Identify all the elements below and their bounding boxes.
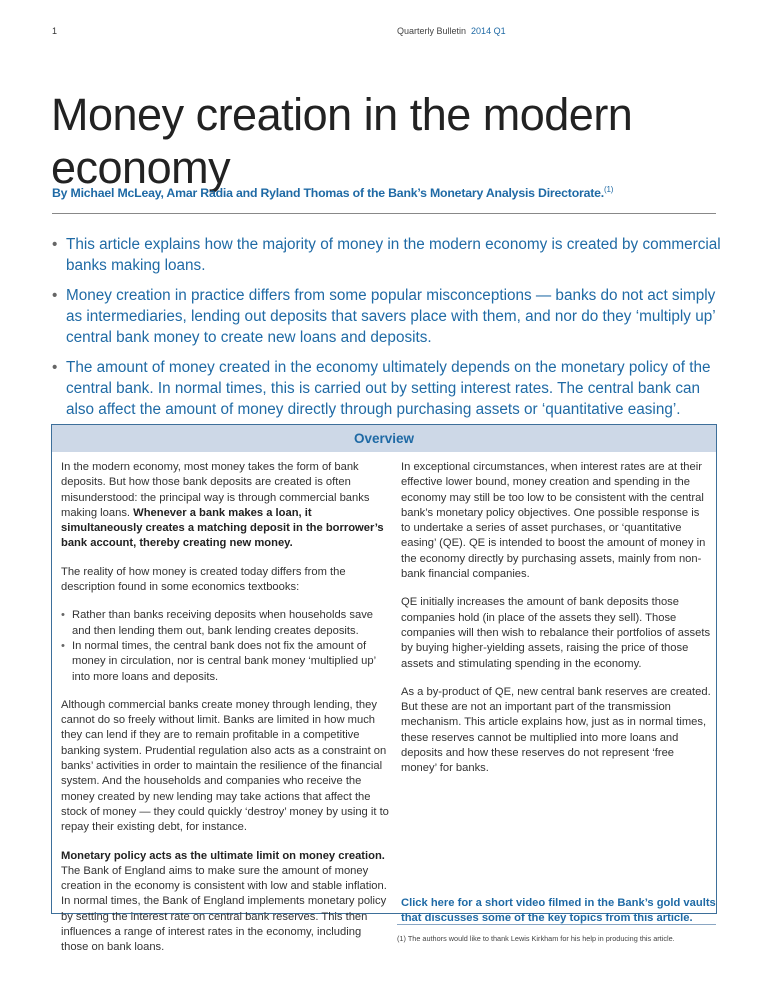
overview-heading: Overview [52, 425, 716, 452]
bullet-icon: • [61, 609, 65, 622]
key-point [52, 357, 722, 420]
article-title: Money creation in the modern economy [51, 89, 633, 193]
overview-paragraph: The reality of how money is created today differs from the description found in some economics textbooks: [61, 565, 346, 594]
overview-paragraph: In exceptional circumstances, when interest rates are at their effective lower bound, money creation and spending in the economy may still be too low to be consistent with the central bank’s monetary policy objectives. One possible response is to undertake a series of asset purchases, or ‘quantitative easing’ (QE). QE is intended to boost the amount of money in the economy directly by purchasing assets, mainly from non-bank financial companies. [401, 461, 706, 581]
byline-text: By Michael McLeay, Amar Radia and Ryland Thomas of the Bank’s Monetary Analysis Directorate. [52, 186, 604, 201]
bullet-icon: • [61, 639, 65, 652]
key-point [52, 234, 722, 276]
list-item-text: In normal times, the central bank does not fix the amount of money in circulation, nor is central bank money ‘multiplied up’ into more loans and deposits. [72, 639, 376, 683]
overview-paragraph [61, 849, 391, 956]
running-header [397, 26, 506, 36]
byline [52, 185, 613, 200]
footnote-ref[interactable]: (1) [603, 185, 614, 194]
page-number: 1 [52, 26, 58, 36]
overview-paragraph [61, 460, 391, 552]
overview-list [61, 608, 391, 684]
issue-label: 2014 Q1 [471, 26, 506, 36]
key-point-text: The amount of money created in the economy ultimately depends on the monetary policy of the central bank. In normal times, this is carried out by setting interest rates. The central bank can also affect the amount of money directly through purchasing assets or ‘quantitative easing’. [66, 359, 711, 418]
paragraph-text: The Bank of England aims to make sure the amount of money creation in the economy is consistent with low and stable inflation. In normal times, the Bank of England implements monetary policy by setting the interest rate on central bank reserves. This then influences a range of interest rates in the economy, including those on bank loans. [61, 864, 387, 954]
paragraph-bold-text: Monetary policy acts as the ultimate limit on money creation. [61, 849, 385, 862]
overview-paragraph: Although commercial banks create money through lending, they cannot do so freely without limit. Banks are limited in how much they can lend if they are to remain profitable in a competitive banking system. Prudential regulation also acts as a constraint on banks’ activities in order to maintain the resilience of the financial system. And the households and companies who receive the money created by new lending may take actions that affect the stock of money — they could quickly ‘destroy’ money by using it to repay their existing debt, for instance. [61, 698, 389, 834]
key-point-text: This article explains how the majority of money in the modern economy is created by commercial banks making loans. [66, 236, 721, 274]
overview-left-column [61, 460, 391, 969]
key-points [52, 234, 722, 429]
list-item [61, 608, 391, 639]
paragraph-text: In the modern economy, most money takes the form of bank deposits. But how those bank deposits are created is often misunderstood: the principal way is through commercial banks making loans. [61, 461, 370, 519]
footnote: (1) The authors would like to thank Lewis Kirkham for his help in producing this article. [397, 934, 675, 943]
bullet-icon: • [52, 359, 58, 376]
list-item-text: Rather than banks receiving deposits when households save and then lending them out, bank lending creates deposits. [72, 609, 374, 637]
footnote-divider [397, 924, 716, 925]
divider [52, 213, 716, 214]
bullet-icon: • [52, 236, 58, 253]
paragraph-bold-text: Whenever a bank makes a loan, it simultaneously creates a matching deposit in the borrower’s bank account, thereby creating new money. [61, 506, 384, 550]
overview-paragraph: As a by-product of QE, new central bank reserves are created. But these are not an important part of the transmission mechanism. This article explains how, just as in normal times, these reserves cannot be multiplied into more loans and deposits and how these reserves do not represent ‘free money’ for banks. [401, 685, 711, 775]
video-link[interactable]: Click here for a short video filmed in the Bank’s gold vaults that discusses some of the key topics from this article. [401, 897, 716, 925]
overview-paragraph: QE initially increases the amount of bank deposits those companies hold (in place of the assets they sell). Those companies will then wish to rebalance their portfolios of assets by buying higher-yielding assets, raising the price of those assets and stimulating spending in the economy. [401, 596, 711, 670]
publication-name: Quarterly Bulletin [397, 26, 467, 36]
list-item [61, 639, 391, 685]
key-point-text: Money creation in practice differs from some popular misconceptions — banks do not act simply as intermediaries, lending out deposits that savers place with them, and nor do they ‘multiply up’ central bank money to create new loans and deposits. [66, 287, 716, 346]
bullet-icon: • [52, 287, 58, 304]
overview-right-column [401, 460, 716, 925]
key-point [52, 285, 722, 348]
